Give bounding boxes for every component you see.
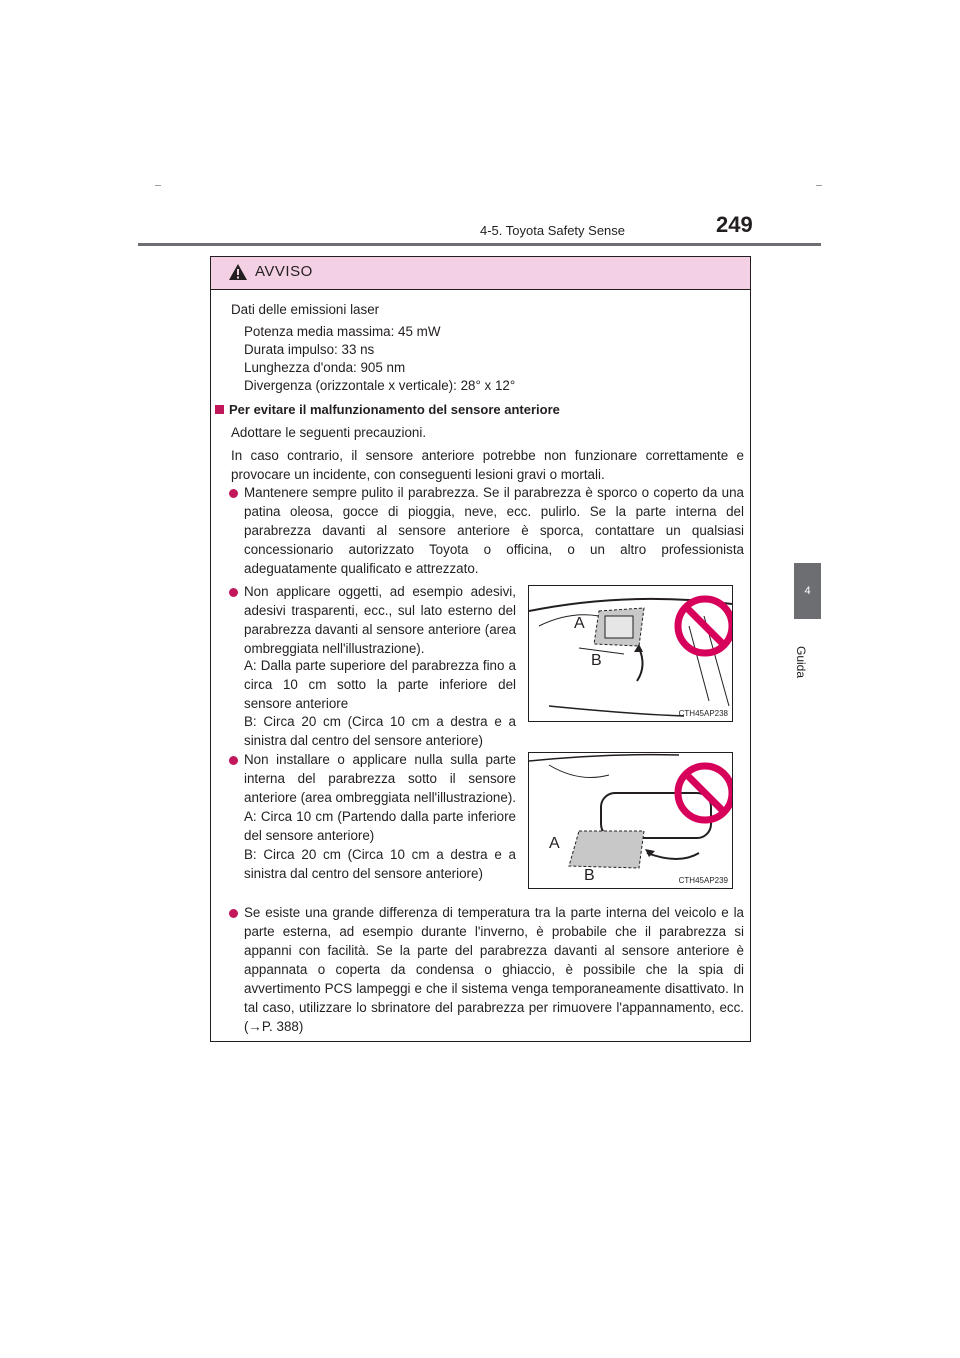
emission-title: Dati delle emissioni laser [231, 302, 380, 317]
dimension-a-note: A: Dalla parte superiore del parabrezza fino a circa 10 cm sotto la parte inferiore del sensore anteriore [244, 658, 516, 711]
bullet-item: Non applicare oggetti, ad esempio adesivi, adesivi trasparenti, ecc., sul lato esterno del parabrezza davanti al sensore anteriore (area ombreggiata nell'illustrazione). [244, 584, 516, 656]
warning-title: AVVISO [255, 263, 313, 280]
bullet-marker [229, 909, 238, 918]
warning-triangle-icon [228, 263, 248, 281]
dimension-a-note: A: Circa 10 cm (Partendo dalla parte inferiore del sensore anteriore) [244, 809, 516, 843]
intro-warning-text: In caso contrario, il sensore anteriore potrebbe non funzionare correttamente e provocare un incidente, con conseguenti lesioni gravi o mortali. [231, 448, 744, 482]
warning-box [210, 256, 751, 1042]
subheading: Per evitare il malfunzionamento del sensore anteriore [229, 402, 560, 417]
section-title: 4-5. Toyota Safety Sense [480, 223, 626, 238]
bullet-marker [229, 489, 238, 498]
intro-text: Adottare le seguenti precauzioni. [231, 425, 427, 440]
chapter-label: Guida [794, 646, 808, 679]
bullet-item: Mantenere sempre pulito il parabrezza. Se il parabrezza è sporco o coperto da una patina oleosa, gocce di pioggia, neve, ecc. pulirlo. Se la parte interna del parabrezza davanti al sensore anteriore è sporca, contattare un qualsiasi concessionario autorizzato Toyota o officina, o un altro professionista adeguatamente qualificato e attrezzato. [244, 485, 744, 576]
dimension-b-note: B: Circa 20 cm (Circa 10 cm a destra e a sinistra dal centro del sensore anteriore) [244, 847, 516, 881]
crop-mark-right [816, 185, 822, 186]
emission-line: Durata impulso: 33 ns [244, 342, 375, 357]
chapter-tab: 4 [794, 563, 821, 619]
illustration-code: CTH45AP238 [678, 709, 728, 718]
windshield-interior-drawing [529, 753, 732, 888]
label-a: A [549, 835, 560, 852]
page-number: 249 [716, 212, 753, 237]
emission-line: Lunghezza d'onda: 905 nm [244, 360, 406, 375]
dimension-b-note: B: Circa 20 cm (Circa 10 cm a destra e a sinistra dal centro del sensore anteriore) [244, 714, 516, 748]
header-rule [138, 243, 821, 246]
subheading-marker [215, 405, 224, 414]
warning-header [211, 257, 750, 290]
illustration-exterior [528, 585, 733, 722]
label-a: A [574, 615, 585, 632]
illustration-code: CTH45AP239 [678, 876, 728, 885]
crop-mark-left [155, 185, 161, 186]
emission-line: Divergenza (orizzontale x verticale): 28° x 12° [244, 378, 516, 393]
bullet-item: Non installare o applicare nulla sulla parte interna del parabrezza sotto il sensore anteriore (area ombreggiata nell'illustrazione). [244, 752, 516, 805]
emission-line: Potenza media massima: 45 mW [244, 324, 441, 339]
label-b: B [591, 652, 602, 669]
bullet-marker [229, 588, 238, 597]
bullet-item: Se esiste una grande differenza di temperatura tra la parte interna del veicolo e la parte esterna, ad esempio durante l'inverno, è probabile che il parabrezza si appanni con facilità. Se la parte del parabrezza davanti al sensore anteriore è appannata o coperta da condensa o ghiaccio, è possibile che la spia di avvertimento PCS lampeggi e che il sistema venga temporaneamente disattivato. In tal caso, utilizzare lo sbrinatore del parabrezza per rimuovere l'appannamento, ecc. (→P. 388) [244, 905, 744, 1034]
bullet-marker [229, 756, 238, 765]
windshield-exterior-drawing [529, 586, 732, 721]
label-b: B [584, 867, 595, 884]
illustration-interior [528, 752, 733, 889]
